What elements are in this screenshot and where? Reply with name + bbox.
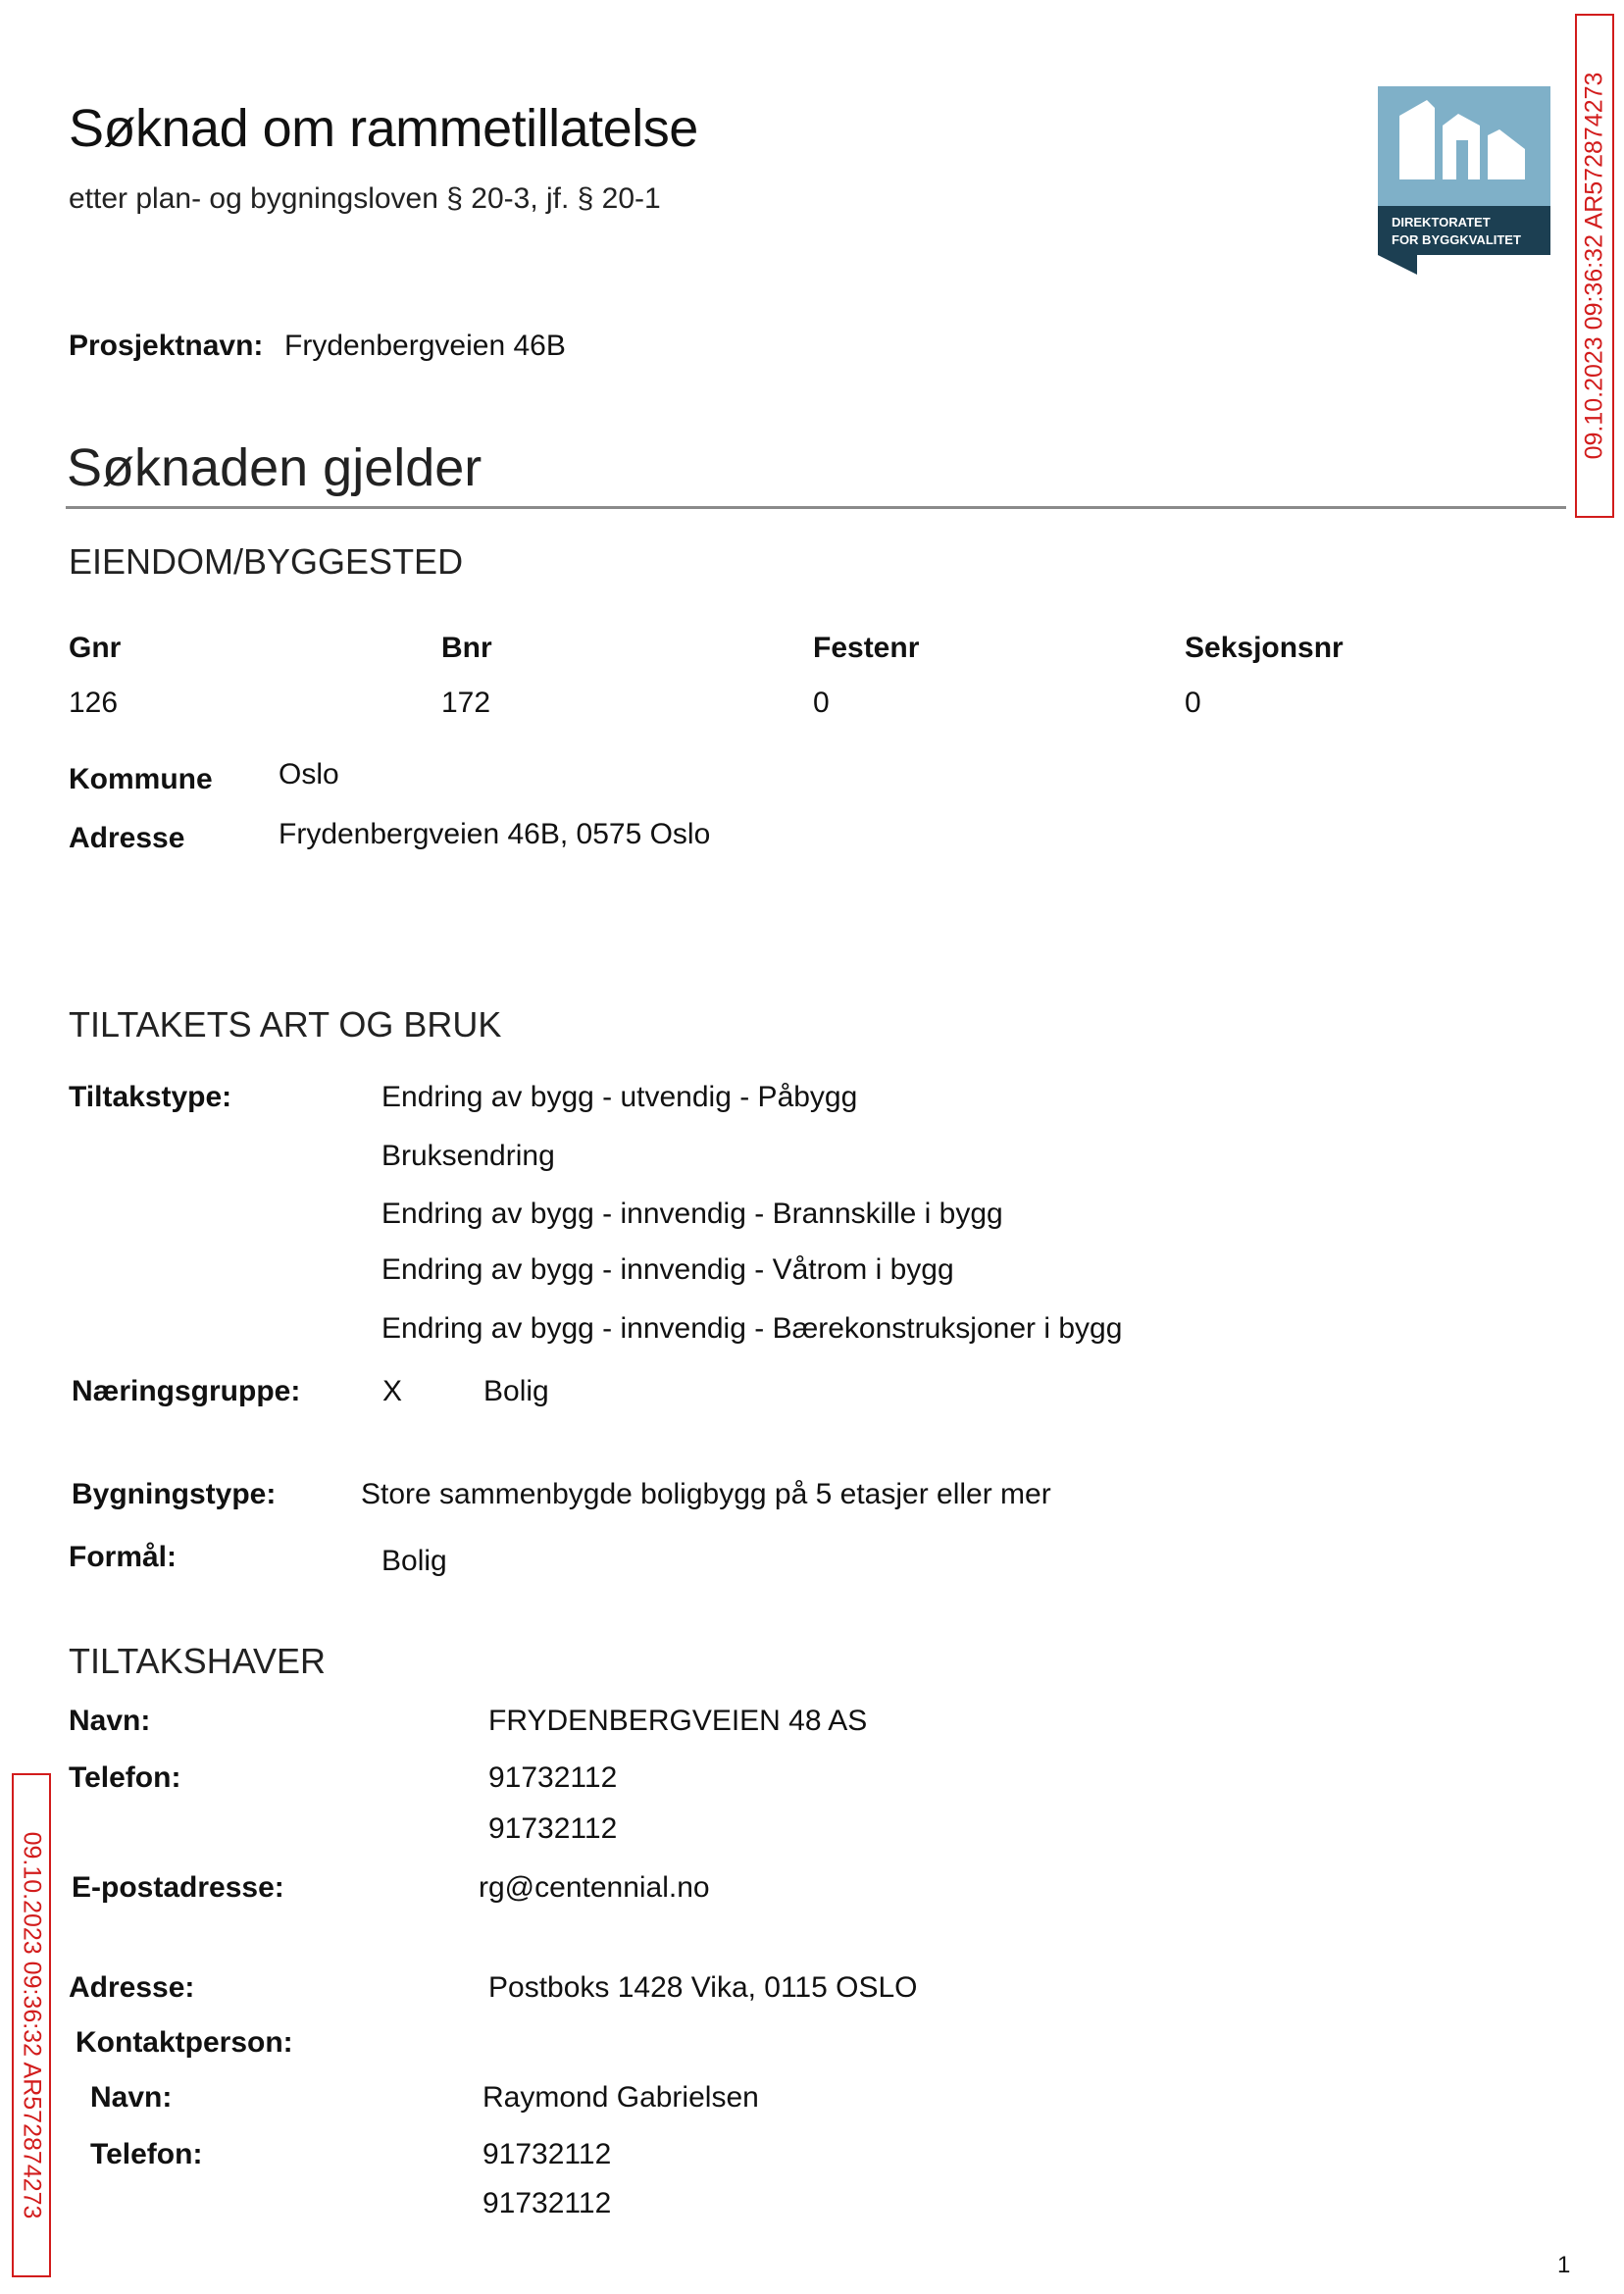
stamp-text-left: 09.10.2023 09:36:32 AR572874273 xyxy=(18,1831,46,2219)
naeringsgruppe-mark: X xyxy=(382,1375,403,1407)
bnr-value: 172 xyxy=(441,687,491,719)
naeringsgruppe-value: Bolig xyxy=(483,1375,549,1407)
tiltakshaver-epost-value: rg@centennial.no xyxy=(479,1871,710,1904)
kontaktperson-navn-value: Raymond Gabrielsen xyxy=(482,2081,759,2114)
gnr-label: Gnr xyxy=(69,632,122,664)
page-subtitle: etter plan- og bygningsloven § 20-3, jf. § 20-1 xyxy=(69,182,661,215)
kontaktperson-telefon-label: Telefon: xyxy=(90,2138,203,2170)
tiltakshaver-navn-value: FRYDENBERGVEIEN 48 AS xyxy=(488,1705,868,1737)
tiltakshaver-adresse-label: Adresse: xyxy=(69,1971,195,2004)
seksjonsnr-value: 0 xyxy=(1185,687,1201,719)
tiltakstype-item: Endring av bygg - innvendig - Brannskille i bygg xyxy=(381,1198,1003,1230)
adresse-value: Frydenbergveien 46B, 0575 Oslo xyxy=(279,818,711,850)
bygningstype-value: Store sammenbygde boligbygg på 5 etasjer eller mer xyxy=(361,1478,1051,1510)
formal-label: Formål: xyxy=(69,1541,178,1573)
dibk-logo-icon xyxy=(1378,86,1550,275)
timestamp-stamp-right xyxy=(1575,14,1614,518)
project-label: Prosjektnavn: xyxy=(69,330,264,362)
tiltakstype-item: Bruksendring xyxy=(381,1140,555,1172)
festenr-value: 0 xyxy=(813,687,830,719)
tiltakshaver-epost-label: E-postadresse: xyxy=(72,1871,284,1904)
tiltakstype-item: Endring av bygg - innvendig - Bærekonstruksjoner i bygg xyxy=(381,1312,1123,1345)
logo-line-2: FOR BYGGKVALITET xyxy=(1392,232,1521,247)
page-number: 1 xyxy=(1557,2252,1571,2278)
kontaktperson-navn-label: Navn: xyxy=(90,2081,173,2114)
kommune-value: Oslo xyxy=(279,758,339,790)
project-value: Frydenbergveien 46B xyxy=(284,330,566,362)
tiltakshaver-telefon-label: Telefon: xyxy=(69,1761,181,1794)
logo-line-1: DIREKTORATET xyxy=(1392,215,1491,229)
seksjonsnr-label: Seksjonsnr xyxy=(1185,632,1344,664)
tiltakshaver-navn-label: Navn: xyxy=(69,1705,151,1737)
adresse-label: Adresse xyxy=(69,822,185,854)
tiltakshaver-telefon-value: 91732112 xyxy=(488,1761,618,1794)
section-heading: Søknaden gjelder xyxy=(67,438,482,497)
section-divider xyxy=(66,506,1566,509)
formal-value: Bolig xyxy=(381,1545,447,1577)
tiltakstype-item: Endring av bygg - innvendig - Våtrom i bygg xyxy=(381,1253,954,1286)
kontaktperson-telefon-value: 91732112 xyxy=(482,2187,612,2219)
tiltakshaver-adresse-value: Postboks 1428 Vika, 0115 OSLO xyxy=(488,1971,918,2004)
dibk-logo xyxy=(1378,86,1550,275)
bygningstype-label: Bygningstype: xyxy=(72,1478,277,1510)
gnr-value: 126 xyxy=(69,687,119,719)
festenr-label: Festenr xyxy=(813,632,920,664)
naeringsgruppe-label: Næringsgruppe: xyxy=(72,1375,301,1407)
kommune-label: Kommune xyxy=(69,763,213,795)
kontaktperson-label: Kontaktperson: xyxy=(76,2026,293,2059)
stamp-text-right: 09.10.2023 09:36:32 AR572874273 xyxy=(1580,72,1608,460)
page-title: Søknad om rammetillatelse xyxy=(69,99,698,158)
tiltakstype-item: Endring av bygg - utvendig - Påbygg xyxy=(381,1081,858,1113)
tiltakshaver-telefon-value: 91732112 xyxy=(488,1812,618,1845)
bnr-label: Bnr xyxy=(441,632,492,664)
timestamp-stamp-left xyxy=(12,1773,51,2277)
property-heading: EIENDOM/BYGGESTED xyxy=(69,541,464,582)
tiltak-heading: TILTAKETS ART OG BRUK xyxy=(69,1004,502,1045)
tiltakstype-label: Tiltakstype: xyxy=(69,1081,232,1113)
kontaktperson-telefon-value: 91732112 xyxy=(482,2138,612,2170)
tiltakshaver-heading: TILTAKSHAVER xyxy=(69,1641,327,1681)
